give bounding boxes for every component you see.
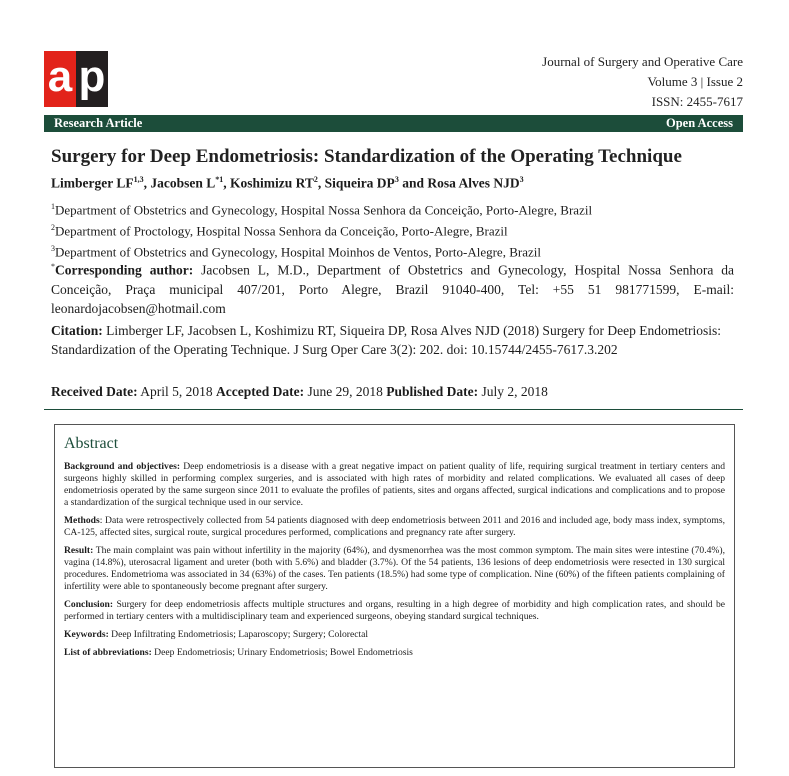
author-affiliation-mark: 2 xyxy=(313,175,318,184)
accepted-date: June 29, 2018 xyxy=(304,384,387,399)
author-name: Jacobsen L xyxy=(150,175,216,191)
author-name: Limberger LF xyxy=(51,175,134,191)
abstract-methods: Methods: Data were retrospectively collected from 54 patients diagnosed with deep endometriosis between 2011 and 2016 and included age, body mass index, symptoms, CA-125, affected sites, surgical route, surgical procedures performed, complications and pregnancy rate after surgery. xyxy=(64,515,725,538)
affiliation-item: $^2$Department of Proctology, Hospital Nossa Senhora da Conceição, Porto-Alegre, Brazil xyxy=(51,222,508,239)
article-type: Research Article xyxy=(54,116,143,130)
journal-volume: Volume 3 | Issue 2 xyxy=(647,74,743,89)
affiliation-item: $^1$Department of Obstetrics and Gynecology, Hospital Nossa Senhora da Conceição, Porto-Alegre, Brazil xyxy=(51,202,593,218)
affiliation-list xyxy=(51,198,592,260)
author-affiliation-mark: 1,3 xyxy=(133,175,144,184)
affiliation-item: $^3$Department of Obstetrics and Gynecology, Hospital Moinhos de Ventos, Porto-Alegre, Brazil xyxy=(51,243,541,259)
author-name: Rosa Alves NJD xyxy=(427,175,520,191)
author-affiliation-mark: 3 xyxy=(394,175,399,184)
publisher-logo xyxy=(44,51,108,107)
abstract-conclusion: Conclusion: Surgery for deep endometriosis affects multiple structures and organs, resulting in a high degree of morbidity and high complication rates, and should be performed in tertiary centers with a multidisciplinary team and experienced surgeons, obeying standard surgical techniques. xyxy=(64,599,725,622)
logo-letter-p: p xyxy=(78,52,106,101)
corresponding-author: *Corresponding author: Jacobsen L, M.D., Department of Obstetrics and Gynecology, Hospital Nossa Senhora da Conceição, Praça municipal 407/201, Porto Alegre, Brazil 91040-400, Tel: +55 51 981771599, E-mail: leonardojacobsen@hotmail.com xyxy=(51,262,734,316)
journal-info xyxy=(542,52,743,112)
journal-issn: ISSN: 2455-7617 xyxy=(651,94,743,109)
section-divider xyxy=(44,409,743,410)
corresponding-label: Corresponding author: xyxy=(55,262,194,278)
author-list: Limberger LF$^{1,3}$, Jacobsen $L^{*1}$, Koshimizu $RT^2$, Siqueira $DP^3$ and Rosa Alves NJD$^3$ xyxy=(51,175,524,191)
author-name: Koshimizu RT xyxy=(230,175,314,191)
article-banner xyxy=(44,115,743,132)
author-affiliation-mark: 3 xyxy=(519,175,524,184)
logo-right-block xyxy=(76,51,108,107)
citation-label: Citation: xyxy=(51,323,103,338)
article-title: Surgery for Deep Endometriosis: Standardization of the Operating Technique xyxy=(51,146,682,167)
accepted-label: Accepted Date: xyxy=(215,384,305,399)
logo-letter-a: a xyxy=(47,52,73,101)
author-affiliation-mark: *1 xyxy=(215,175,224,184)
abstract-abbreviations: List of abbreviations: Deep Endometriosis; Urinary Endometriosis; Bowel Endometriosis xyxy=(64,647,413,658)
corresponding-text: Jacobsen L, M.D., Department of Obstetrics and Gynecology, Hospital Nossa Senhora da Conceição, Praça municipal 407/201, Porto Alegre, Brazil 91040-400, Tel: +55 51 981771599, E-mail: leonardojacobsen@hotmail.com xyxy=(51,262,734,316)
citation xyxy=(51,321,741,359)
citation-text: Limberger LF, Jacobsen L, Koshimizu RT, Siqueira DP, Rosa Alves NJD (2018) Surgery for Deep Endometriosis: Standardization of the Operating Technique. J Surg Oper Care 3(2): 202. doi: 10.15744/2455-7617.3.202 xyxy=(51,323,722,357)
logo-left-block xyxy=(44,51,76,107)
article-dates xyxy=(51,384,548,400)
open-access-label: Open Access xyxy=(665,116,733,130)
abstract-background: Background and objectives: Deep endometriosis is a disease with a great negative impact on patient quality of life, requiring surgical treatment in tertiary centers and surgeons highly skilled in performing complex surgeries, and is associated with high rates of morbidity and related complications. We evaluated all cases of deep endometriosis operated by the same surgeon since 2011 to evaluate the profiles of patients, sites and organs affected, surgical indications and complications and to propose a standardization of the surgical technique used in our service. xyxy=(64,461,725,508)
abstract-result: Result: The main complaint was pain without infertility in the majority (64%), and dysmenorrhea was the most common symptom. The main sites were intestine (70.4%), vagina (14.8%), uterosacral ligament and ureter (both with 5.6%) and bladder (3.7%). Of the 54 patients, 136 lesions of deep endometriosis were resected in 130 surgical procedures. Endometrioma was associated in 34 (63%) of the cases. Ten patients (18.5%) had some type of complication. Nine (60%) of the fifteen patients complaining of infertility were able to spontaneously become pregnant after surgery. xyxy=(64,545,725,592)
author-name: Siqueira DP xyxy=(324,175,395,191)
received-label: Received Date: xyxy=(51,384,138,399)
abstract-heading: Abstract xyxy=(64,435,119,452)
published-label: Published Date: xyxy=(386,384,479,399)
abstract-box xyxy=(54,424,735,768)
journal-name: Journal of Surgery and Operative Care xyxy=(542,54,743,69)
received-date: April 5, 2018 xyxy=(137,384,216,399)
abstract-keywords: Keywords: Deep Infiltrating Endometriosis; Laparoscopy; Surgery; Colorectal xyxy=(64,629,369,640)
published-date: July 2, 2018 xyxy=(478,384,548,399)
